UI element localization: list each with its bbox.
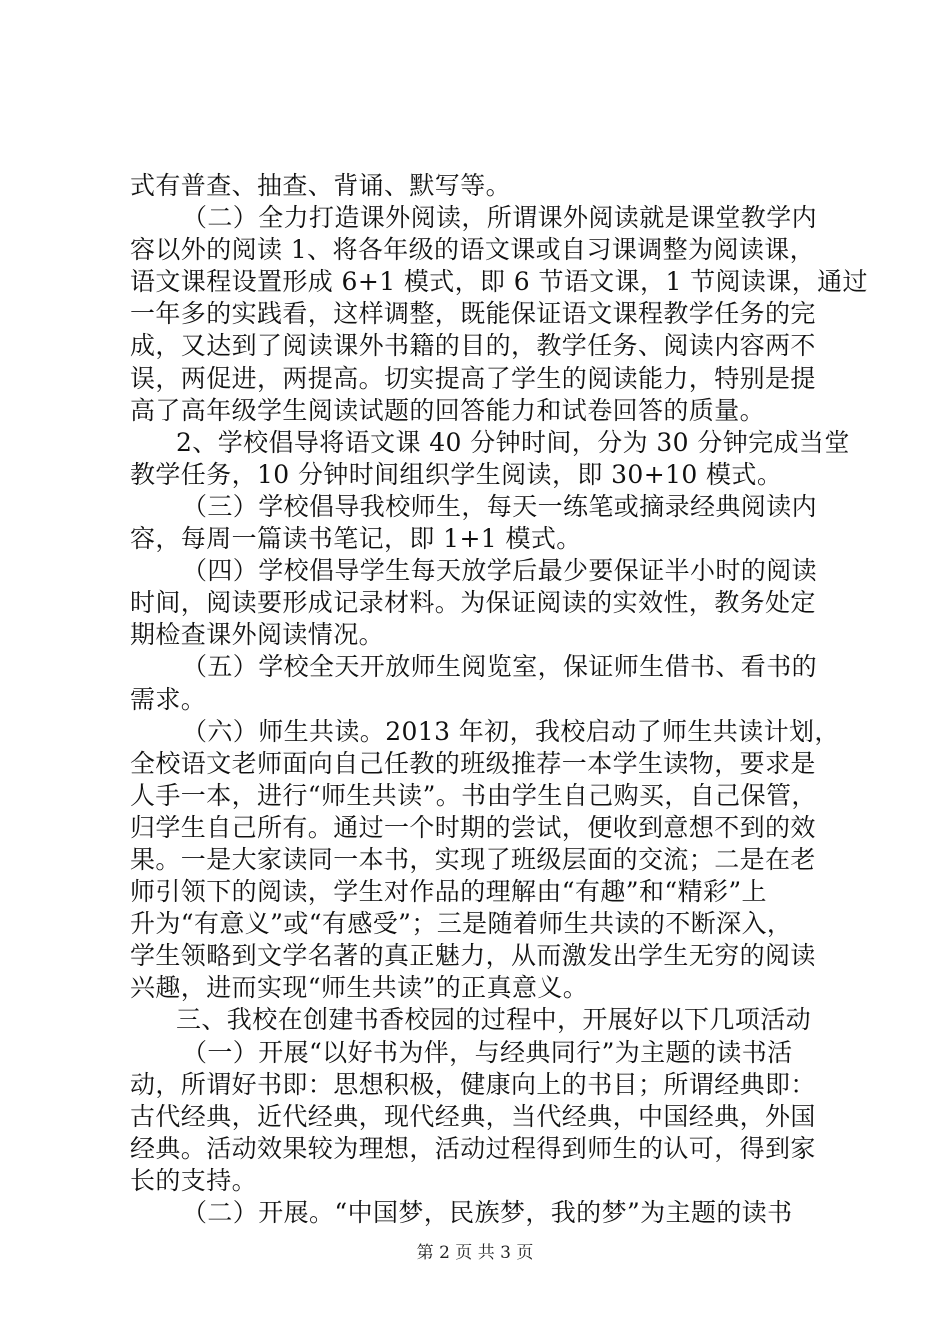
text-line: 长的支持。 — [130, 1165, 258, 1195]
text-line: 人手一本，进行“师生共读”。书由学生自己购买，自己保管， — [130, 780, 817, 810]
text-line: 成，又达到了阅读课外书籍的目的，教学任务、阅读内容两不 — [130, 331, 816, 361]
text-line: 果。一是大家读同一本书，实现了班级层面的交流；二是在老 — [130, 844, 816, 874]
text-line: 误，两促进，两提高。切实提高了学生的阅读能力，特别是提 — [130, 363, 816, 393]
page-number-footer: 第 2 页 共 3 页 — [416, 1243, 534, 1263]
text-line: （二）开展。“中国梦，民族梦，我的梦”为主题的读书 — [182, 1198, 793, 1227]
text-line: 时间，阅读要形成记录材料。为保证阅读的实效性，教务处定 — [130, 588, 816, 618]
text-line: （四）学校倡导学生每天放学后最少要保证半小时的阅读 — [182, 556, 818, 586]
text-line: 兴趣，进而实现“师生共读”的正真意义。 — [130, 973, 589, 1003]
document-body — [130, 170, 868, 1229]
text-line: （五）学校全天开放师生阅览室，保证师生借书、看书的 — [182, 652, 818, 682]
text-line: 式有普查、抽查、背诵、默写等。 — [130, 171, 512, 200]
text-line: 古代经典，近代经典，现代经典，当代经典，中国经典，外国 — [130, 1101, 816, 1131]
text-line: 经典。活动效果较为理想，活动过程得到师生的认可，得到家 — [130, 1133, 816, 1163]
text-line: 期检查课外阅读情况。 — [130, 620, 385, 650]
text-line: （六）师生共读。2013 年初，我校启动了师生共读计划， — [182, 716, 840, 746]
text-line: 教学任务，10 分钟时间组织学生阅读，即 30+10 模式。 — [130, 459, 783, 489]
text-line: 高了高年级学生阅读试题的回答能力和试卷回答的质量。 — [130, 395, 766, 425]
text-line: 师引领下的阅读，学生对作品的理解由“有趣”和“精彩”上 — [130, 877, 767, 907]
text-line: 容，每周一篇读书笔记，即 1+1 模式。 — [130, 524, 582, 554]
text-line: （三）学校倡导我校师生，每天一练笔或摘录经典阅读内 — [182, 491, 818, 521]
text-line: 语文课程设置形成 6+1 模式，即 6 节语文课，1 节阅读课，通过 — [130, 267, 868, 297]
text-line: 全校语文老师面向自己任教的班级推荐一本学生读物，要求是 — [130, 748, 816, 778]
text-line: （一）开展“以好书为伴，与经典同行”为主题的读书活 — [182, 1037, 793, 1067]
text-line: 升为“有意义”或“有感受”；三是随着师生共读的不断深入， — [130, 909, 793, 939]
text-line: 学生领略到文学名著的真正魅力，从而激发出学生无穷的阅读 — [130, 941, 816, 971]
text-line: 容以外的阅读 1、将各年级的语文课或自习课调整为阅读课， — [130, 235, 816, 265]
text-line: 需求。 — [130, 684, 207, 714]
text-line: 归学生自己所有。通过一个时期的尝试，便收到意想不到的效 — [130, 812, 816, 842]
text-line: 动，所谓好书即：思想积极，健康向上的书目；所谓经典即： — [130, 1069, 816, 1099]
text-line: 三、我校在创建书香校园的过程中，开展好以下几项活动 — [176, 1005, 812, 1035]
text-line: 2、学校倡导将语文课 40 分钟时间，分为 30 分钟完成当堂 — [176, 427, 850, 457]
text-line: （二）全力打造课外阅读，所谓课外阅读就是课堂教学内 — [182, 203, 818, 233]
text-line: 一年多的实践看，这样调整，既能保证语文课程教学任务的完 — [130, 299, 816, 329]
